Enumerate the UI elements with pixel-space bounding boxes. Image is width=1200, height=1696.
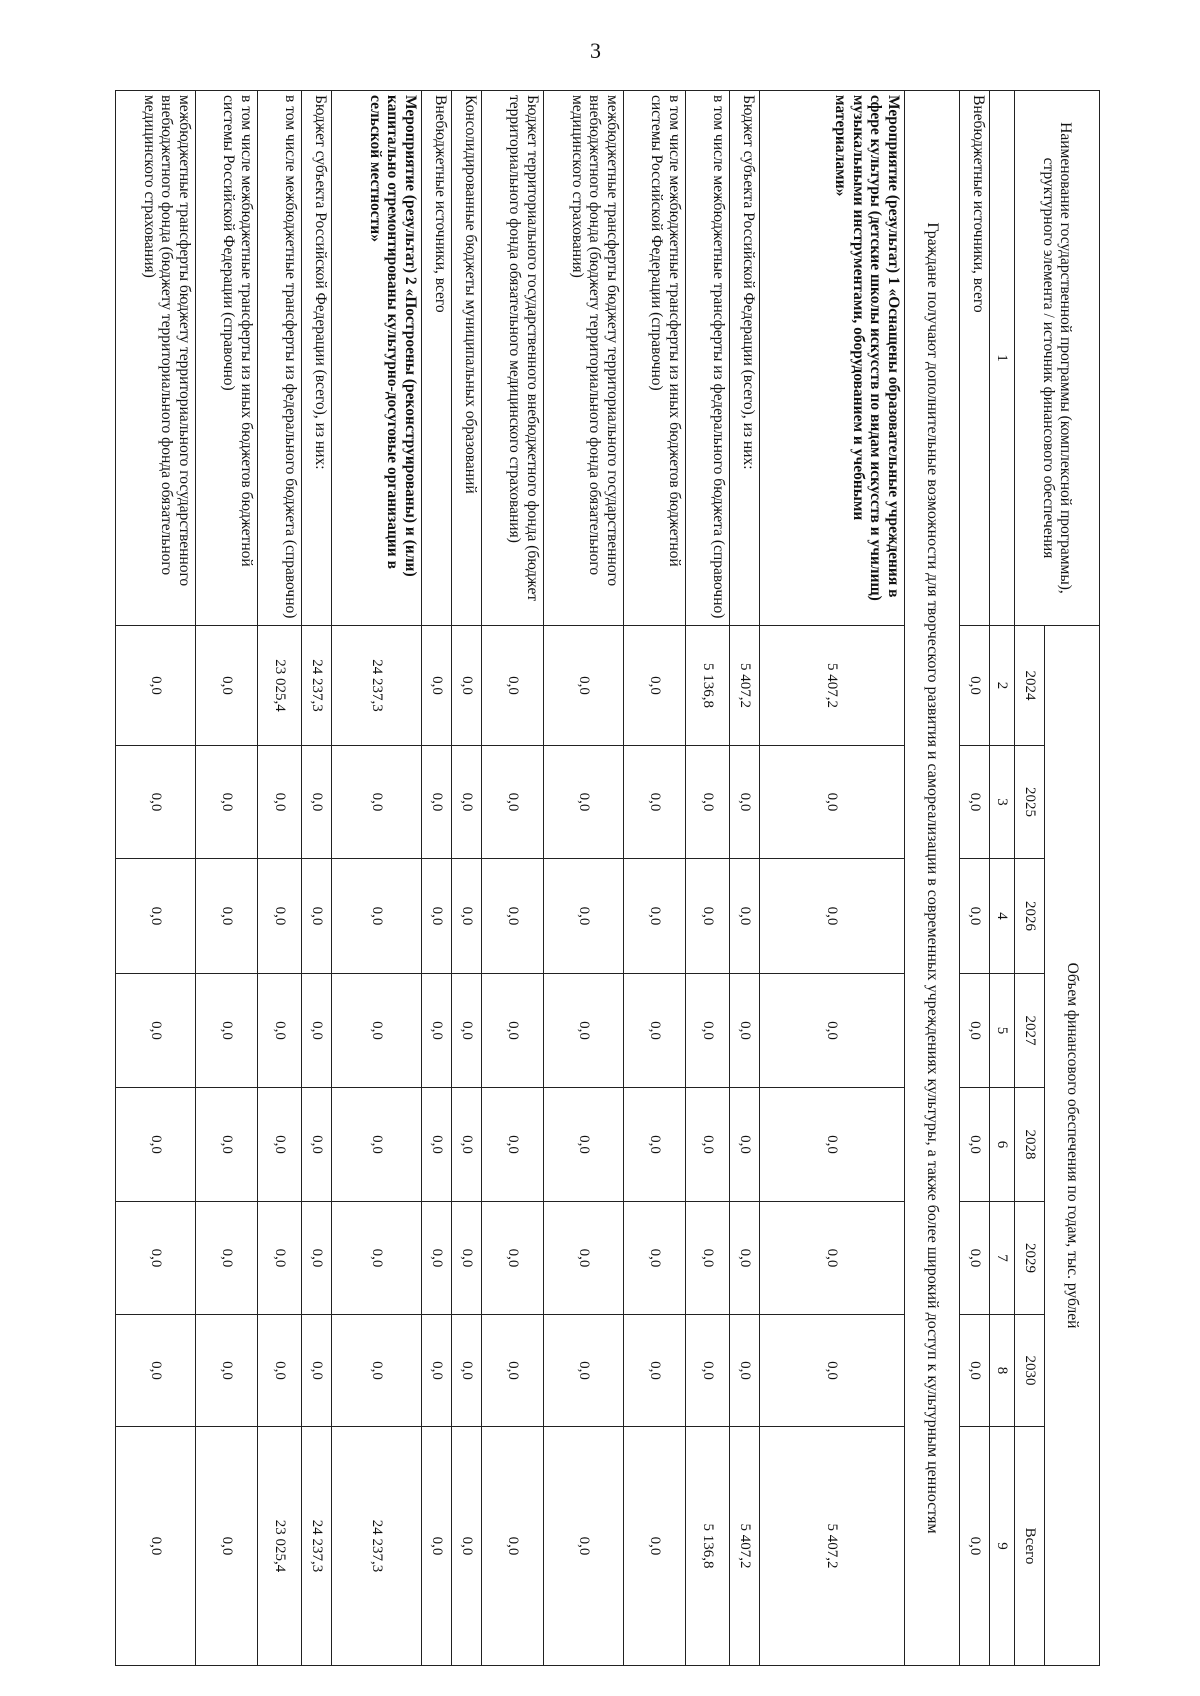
value-cell: 0,0 bbox=[482, 859, 544, 974]
year-header-cell: 2024 bbox=[1015, 626, 1045, 746]
value-cell: 0,0 bbox=[730, 1315, 760, 1427]
row-name-cell: Бюджет территориального государственного внебюджетного фонда (бюджет территориального фонда обязательного медицинского страхования) bbox=[482, 91, 544, 626]
row-name-cell: Мероприятие (результат) 1 «Оснащены образовательные учреждения в сфере культуры (детские школы искусств по видам искусств и училищ) музыкальными инструментами, оборудованием и учебными материалами» bbox=[760, 91, 905, 626]
header-volume-cell: Объем финансового обеспечения по годам, тыс. рублей bbox=[1045, 626, 1100, 1666]
value-cell: 0,0 bbox=[302, 974, 332, 1088]
value-cell: 0,0 bbox=[960, 626, 990, 746]
value-cell: 0,0 bbox=[624, 974, 686, 1088]
value-cell: 0,0 bbox=[624, 746, 686, 859]
goal-cell: Граждане получают дополнительные возможности для творческого развития и самореализации в современных учреждениях культуры, а также более широкий доступ к культурным ценностям bbox=[905, 91, 960, 1666]
row-name-cell: межбюджетные трансферты бюджету территориального государственного внебюджетного фонда (бюджету территориального фонда обязательного медицинского страхования) bbox=[544, 91, 624, 626]
row-name-cell: Внебюджетные источники, всего bbox=[960, 91, 990, 626]
value-cell: 0,0 bbox=[544, 859, 624, 974]
value-cell: 0,0 bbox=[624, 1427, 686, 1666]
value-cell: 0,0 bbox=[730, 1202, 760, 1315]
value-cell: 0,0 bbox=[686, 746, 730, 859]
value-cell: 0,0 bbox=[544, 974, 624, 1088]
column-numbers-row bbox=[990, 91, 1015, 1666]
value-cell: 0,0 bbox=[452, 1088, 482, 1202]
value-cell: 0,0 bbox=[332, 859, 422, 974]
value-cell: 5 407,2 bbox=[730, 1427, 760, 1666]
year-header-cell: 2025 bbox=[1015, 746, 1045, 859]
value-cell: 0,0 bbox=[116, 746, 196, 859]
value-cell: 0,0 bbox=[452, 1202, 482, 1315]
value-cell: 0,0 bbox=[196, 1202, 258, 1315]
table-row bbox=[422, 91, 452, 1666]
value-cell: 0,0 bbox=[196, 626, 258, 746]
value-cell: 0,0 bbox=[116, 1202, 196, 1315]
value-cell: 0,0 bbox=[624, 626, 686, 746]
value-cell: 0,0 bbox=[960, 746, 990, 859]
value-cell: 0,0 bbox=[452, 746, 482, 859]
column-number-cell: 3 bbox=[990, 746, 1015, 859]
value-cell: 0,0 bbox=[686, 859, 730, 974]
value-cell: 0,0 bbox=[686, 974, 730, 1088]
value-cell: 0,0 bbox=[544, 1202, 624, 1315]
value-cell: 5 407,2 bbox=[760, 1427, 905, 1666]
value-cell: 0,0 bbox=[452, 1315, 482, 1427]
table-row bbox=[730, 91, 760, 1666]
value-cell: 0,0 bbox=[116, 974, 196, 1088]
table-row bbox=[196, 91, 258, 1666]
value-cell: 5 136,8 bbox=[686, 626, 730, 746]
value-cell: 0,0 bbox=[116, 1315, 196, 1427]
value-cell: 0,0 bbox=[332, 974, 422, 1088]
value-cell: 0,0 bbox=[422, 974, 452, 1088]
value-cell: 0,0 bbox=[760, 746, 905, 859]
value-cell: 0,0 bbox=[302, 1202, 332, 1315]
column-number-cell: 4 bbox=[990, 859, 1015, 974]
header-name-cell: Наименование государственной программы (комплексной программы), структурного элемента / источник финансового обеспечения bbox=[1015, 91, 1100, 626]
value-cell: 0,0 bbox=[258, 974, 302, 1088]
value-cell: 0,0 bbox=[116, 1427, 196, 1666]
table-row bbox=[116, 91, 196, 1666]
year-header-cell: 2027 bbox=[1015, 974, 1045, 1088]
value-cell: 0,0 bbox=[624, 1315, 686, 1427]
column-number-cell: 5 bbox=[990, 974, 1015, 1088]
year-header-cell: 2029 bbox=[1015, 1202, 1045, 1315]
value-cell: 0,0 bbox=[258, 1088, 302, 1202]
column-number-cell: 2 bbox=[990, 626, 1015, 746]
goal-row bbox=[905, 91, 960, 1666]
financing-table bbox=[115, 90, 1100, 1666]
value-cell: 0,0 bbox=[422, 746, 452, 859]
value-cell: 0,0 bbox=[332, 746, 422, 859]
value-cell: 0,0 bbox=[332, 1088, 422, 1202]
value-cell: 0,0 bbox=[760, 1315, 905, 1427]
row-name-cell: в том числе межбюджетные трансферты из федерального бюджета (справочно) bbox=[258, 91, 302, 626]
column-number-cell: 8 bbox=[990, 1315, 1015, 1427]
value-cell: 0,0 bbox=[422, 1088, 452, 1202]
value-cell: 0,0 bbox=[452, 859, 482, 974]
value-cell: 0,0 bbox=[196, 1315, 258, 1427]
row-name-cell: Мероприятие (результат) 2 «Построены (реконструированы) и (или) капитально отремонтированы культурно-досуговые организации в сельской местности» bbox=[332, 91, 422, 626]
value-cell: 0,0 bbox=[116, 859, 196, 974]
value-cell: 0,0 bbox=[730, 1088, 760, 1202]
value-cell: 0,0 bbox=[760, 859, 905, 974]
row-name-cell: Бюджет субъекта Российской Федерации (всего), из них: bbox=[302, 91, 332, 626]
value-cell: 0,0 bbox=[302, 1088, 332, 1202]
value-cell: 0,0 bbox=[760, 1088, 905, 1202]
table-row bbox=[258, 91, 302, 1666]
value-cell: 24 237,3 bbox=[332, 1427, 422, 1666]
table-row bbox=[544, 91, 624, 1666]
value-cell: 0,0 bbox=[482, 626, 544, 746]
value-cell: 0,0 bbox=[960, 859, 990, 974]
table-row bbox=[452, 91, 482, 1666]
value-cell: 0,0 bbox=[960, 974, 990, 1088]
value-cell: 0,0 bbox=[544, 746, 624, 859]
table-row bbox=[332, 91, 422, 1666]
value-cell: 0,0 bbox=[196, 746, 258, 859]
header-row bbox=[1045, 91, 1100, 1666]
value-cell: 0,0 bbox=[544, 1315, 624, 1427]
value-cell: 0,0 bbox=[196, 1088, 258, 1202]
value-cell: 0,0 bbox=[482, 1202, 544, 1315]
value-cell: 0,0 bbox=[760, 1202, 905, 1315]
value-cell: 0,0 bbox=[302, 1315, 332, 1427]
value-cell: 0,0 bbox=[196, 1427, 258, 1666]
value-cell: 0,0 bbox=[960, 1315, 990, 1427]
table-body bbox=[116, 91, 1100, 1666]
value-cell: 0,0 bbox=[116, 1088, 196, 1202]
value-cell: 0,0 bbox=[960, 1202, 990, 1315]
value-cell: 0,0 bbox=[544, 1088, 624, 1202]
value-cell: 0,0 bbox=[196, 974, 258, 1088]
value-cell: 0,0 bbox=[452, 974, 482, 1088]
year-header-cell: 2028 bbox=[1015, 1088, 1045, 1202]
value-cell: 0,0 bbox=[544, 1427, 624, 1666]
value-cell: 0,0 bbox=[422, 1315, 452, 1427]
value-cell: 0,0 bbox=[422, 1202, 452, 1315]
value-cell: 0,0 bbox=[302, 859, 332, 974]
value-cell: 0,0 bbox=[452, 626, 482, 746]
value-cell: 0,0 bbox=[258, 1315, 302, 1427]
column-number-cell: 7 bbox=[990, 1202, 1015, 1315]
value-cell: 0,0 bbox=[482, 1315, 544, 1427]
value-cell: 0,0 bbox=[258, 746, 302, 859]
row-name-cell: в том числе межбюджетные трансферты из федерального бюджета (справочно) bbox=[686, 91, 730, 626]
value-cell: 0,0 bbox=[624, 859, 686, 974]
value-cell: 0,0 bbox=[960, 1088, 990, 1202]
column-number-cell: 9 bbox=[990, 1427, 1015, 1666]
year-header-cell: Всего bbox=[1015, 1427, 1045, 1666]
year-header-cell: 2030 bbox=[1015, 1315, 1045, 1427]
value-cell: 0,0 bbox=[730, 746, 760, 859]
value-cell: 24 237,3 bbox=[302, 626, 332, 746]
value-cell: 5 407,2 bbox=[730, 626, 760, 746]
value-cell: 5 136,8 bbox=[686, 1427, 730, 1666]
table-row bbox=[482, 91, 544, 1666]
value-cell: 0,0 bbox=[196, 859, 258, 974]
row-name-cell: Консолидированные бюджеты муниципальных образований bbox=[452, 91, 482, 626]
row-name-cell: в том числе межбюджетные трансферты из иных бюджетов бюджетной системы Российской Федерации (справочно) bbox=[624, 91, 686, 626]
value-cell: 0,0 bbox=[258, 1202, 302, 1315]
value-cell: 0,0 bbox=[422, 859, 452, 974]
value-cell: 0,0 bbox=[686, 1202, 730, 1315]
value-cell: 0,0 bbox=[482, 746, 544, 859]
column-number-cell: 1 bbox=[990, 91, 1015, 626]
row-name-cell: межбюджетные трансферты бюджету территориального государственного внебюджетного фонда (бюджету территориального фонда обязательного медицинского страхования) bbox=[116, 91, 196, 626]
value-cell: 0,0 bbox=[332, 1202, 422, 1315]
value-cell: 0,0 bbox=[258, 859, 302, 974]
row-name-cell: Бюджет субъекта Российской Федерации (всего), из них: bbox=[730, 91, 760, 626]
value-cell: 0,0 bbox=[544, 626, 624, 746]
table-row bbox=[686, 91, 730, 1666]
value-cell: 0,0 bbox=[960, 1427, 990, 1666]
rotated-table-container bbox=[141, 90, 1100, 1665]
column-number-cell: 6 bbox=[990, 1088, 1015, 1202]
table-row bbox=[624, 91, 686, 1666]
value-cell: 0,0 bbox=[624, 1202, 686, 1315]
value-cell: 0,0 bbox=[332, 1315, 422, 1427]
value-cell: 0,0 bbox=[482, 974, 544, 1088]
value-cell: 0,0 bbox=[116, 626, 196, 746]
value-cell: 0,0 bbox=[482, 1088, 544, 1202]
year-header-cell: 2026 bbox=[1015, 859, 1045, 974]
value-cell: 5 407,2 bbox=[760, 626, 905, 746]
value-cell: 0,0 bbox=[482, 1427, 544, 1666]
value-cell: 0,0 bbox=[760, 974, 905, 1088]
table-row bbox=[760, 91, 905, 1666]
value-cell: 0,0 bbox=[422, 1427, 452, 1666]
value-cell: 0,0 bbox=[686, 1088, 730, 1202]
table-row bbox=[960, 91, 990, 1666]
value-cell: 0,0 bbox=[624, 1088, 686, 1202]
value-cell: 23 025,4 bbox=[258, 626, 302, 746]
value-cell: 23 025,4 bbox=[258, 1427, 302, 1666]
value-cell: 0,0 bbox=[730, 974, 760, 1088]
row-name-cell: в том числе межбюджетные трансферты из иных бюджетов бюджетной системы Российской Федерации (справочно) bbox=[196, 91, 258, 626]
value-cell: 0,0 bbox=[686, 1315, 730, 1427]
value-cell: 24 237,3 bbox=[302, 1427, 332, 1666]
table-row bbox=[302, 91, 332, 1666]
value-cell: 0,0 bbox=[452, 1427, 482, 1666]
row-name-cell: Внебюджетные источники, всего bbox=[422, 91, 452, 626]
value-cell: 0,0 bbox=[730, 859, 760, 974]
page-number: 3 bbox=[590, 38, 601, 63]
value-cell: 0,0 bbox=[422, 626, 452, 746]
value-cell: 0,0 bbox=[302, 746, 332, 859]
value-cell: 24 237,3 bbox=[332, 626, 422, 746]
